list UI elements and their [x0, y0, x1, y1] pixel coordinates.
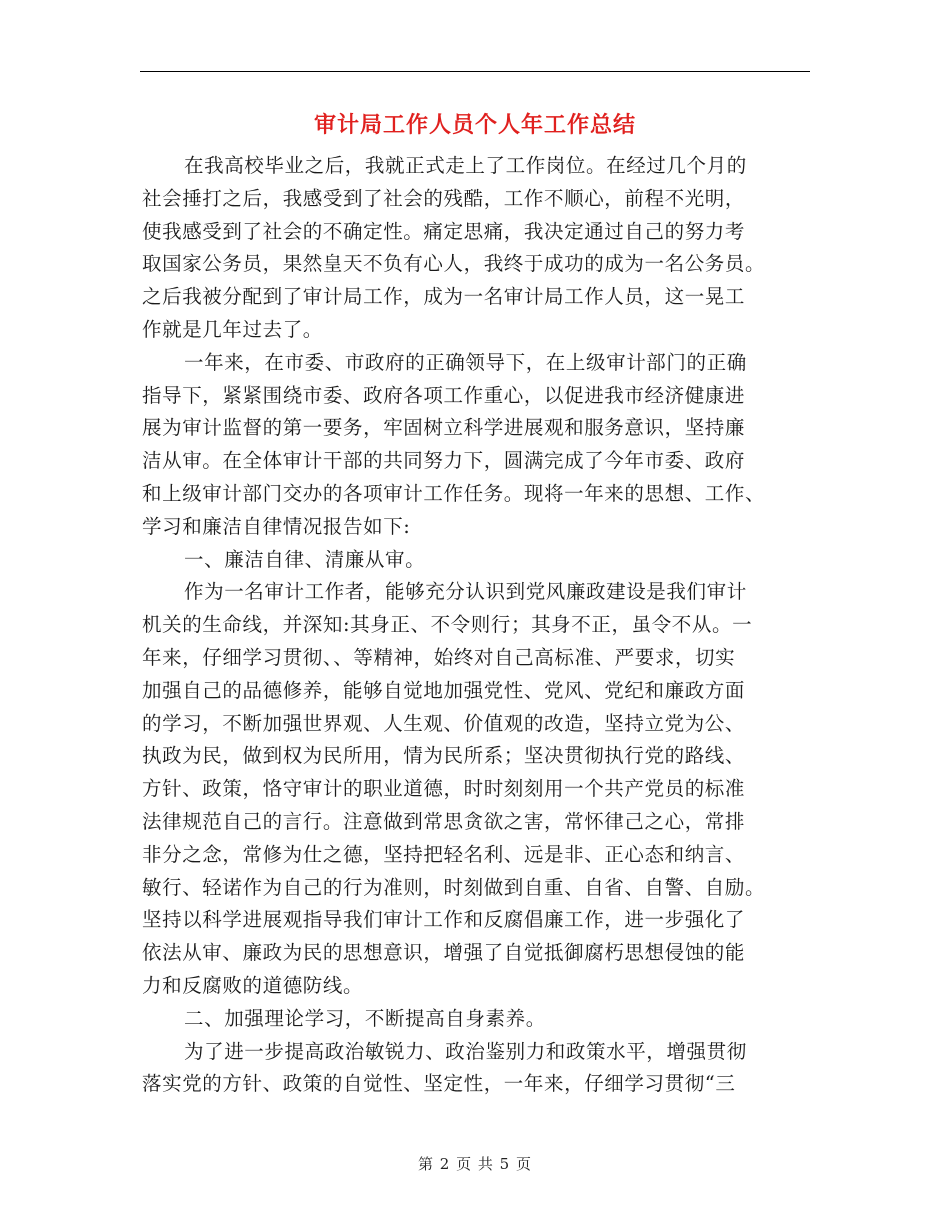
paragraph-line: 使我感受到了社会的不确定性。痛定思痛，我决定通过自己的努力考 [142, 219, 746, 243]
paragraph-line: 加强自己的品德修养，能够自觉地加强党性、党风、党纪和廉政方面 [142, 678, 746, 702]
paragraph-line: 在我高校毕业之后，我就正式走上了工作岗位。在经过几个月的 [184, 154, 747, 177]
paragraph-line: 敏行、轻诺作为自己的行为准则，时刻做到自重、自省、自警、自励。 [142, 875, 766, 899]
document-body [142, 150, 812, 1101]
paragraph-line: 机关的生命线，并深知:其身正、不令则行；其身不正，虽令不从。一 [142, 613, 753, 637]
header-rule [140, 71, 810, 72]
paragraph-line: 取国家公务员，果然皇天不负有心人，我终于成功的成为一名公务员。 [142, 252, 766, 276]
page-number: 第 2 页 共 5 页 [418, 1155, 532, 1173]
paragraph-line: 作就是几年过去了。 [142, 317, 323, 341]
paragraph-line: 非分之念，常修为仕之德，坚持把轻名利、远是非、正心态和纳言、 [142, 842, 746, 866]
paragraph-line: 法律规范自己的言行。注意做到常思贪欲之害，常怀律己之心，常排 [142, 809, 746, 833]
paragraph-line: 依法从审、廉政为民的思想意识，增强了自觉抵御腐朽思想侵蚀的能 [142, 941, 746, 965]
section-heading: 二、加强理论学习，不断提高自身素养。 [184, 1006, 546, 1030]
paragraph-line: 落实党的方针、政策的自觉性、坚定性，一年来，仔细学习贯彻“三 [142, 1072, 736, 1096]
paragraph-line: 指导下，紧紧围绕市委、政府各项工作重心，以促进我市经济健康进 [142, 383, 746, 407]
section-heading: 一、廉洁自律、清廉从审。 [184, 547, 426, 571]
paragraph-line: 坚持以科学进展观指导我们审计工作和反腐倡廉工作，进一步强化了 [142, 908, 746, 932]
paragraph-line: 和上级审计部门交办的各项审计工作任务。现将一年来的思想、工作、 [142, 481, 766, 505]
paragraph-line: 为了进一步提高政治敏锐力、政治鉴别力和政策水平，增强贯彻 [184, 1039, 747, 1063]
paragraph-line: 一年来，在市委、市政府的正确领导下，在上级审计部门的正确 [184, 350, 747, 374]
paragraph-line: 执政为民，做到权为民所用，情为民所系；坚决贯彻执行党的路线、 [142, 744, 746, 768]
paragraph-line: 洁从审。在全体审计干部的共同努力下，圆满完成了今年市委、政府 [142, 449, 746, 473]
paragraph-line: 力和反腐败的道德防线。 [142, 973, 364, 997]
paragraph-line: 方针、政策，恪守审计的职业道德，时时刻刻用一个共产党员的标准 [142, 777, 746, 801]
paragraph-line: 作为一名审计工作者，能够充分认识到党风廉政建设是我们审计 [184, 580, 747, 604]
paragraph-line: 之后我被分配到了审计局工作，成为一名审计局工作人员，这一晃工 [142, 285, 746, 309]
paragraph-line: 年来，仔细学习贯彻、、等精神，始终对自己高标准、严要求，切实 [142, 645, 736, 669]
paragraph-line: 展为审计监督的第一要务，牢固树立科学进展观和服务意识，坚持廉 [142, 416, 746, 440]
document-title: 审计局工作人员个人年工作总结 [313, 113, 636, 138]
paragraph-line: 学习和廉洁自律情况报告如下: [142, 514, 411, 538]
paragraph-line: 社会捶打之后，我感受到了社会的残酷，工作不顺心，前程不光明， [142, 186, 746, 210]
paragraph-line: 的学习，不断加强世界观、人生观、价值观的改造，坚持立党为公、 [142, 711, 746, 735]
